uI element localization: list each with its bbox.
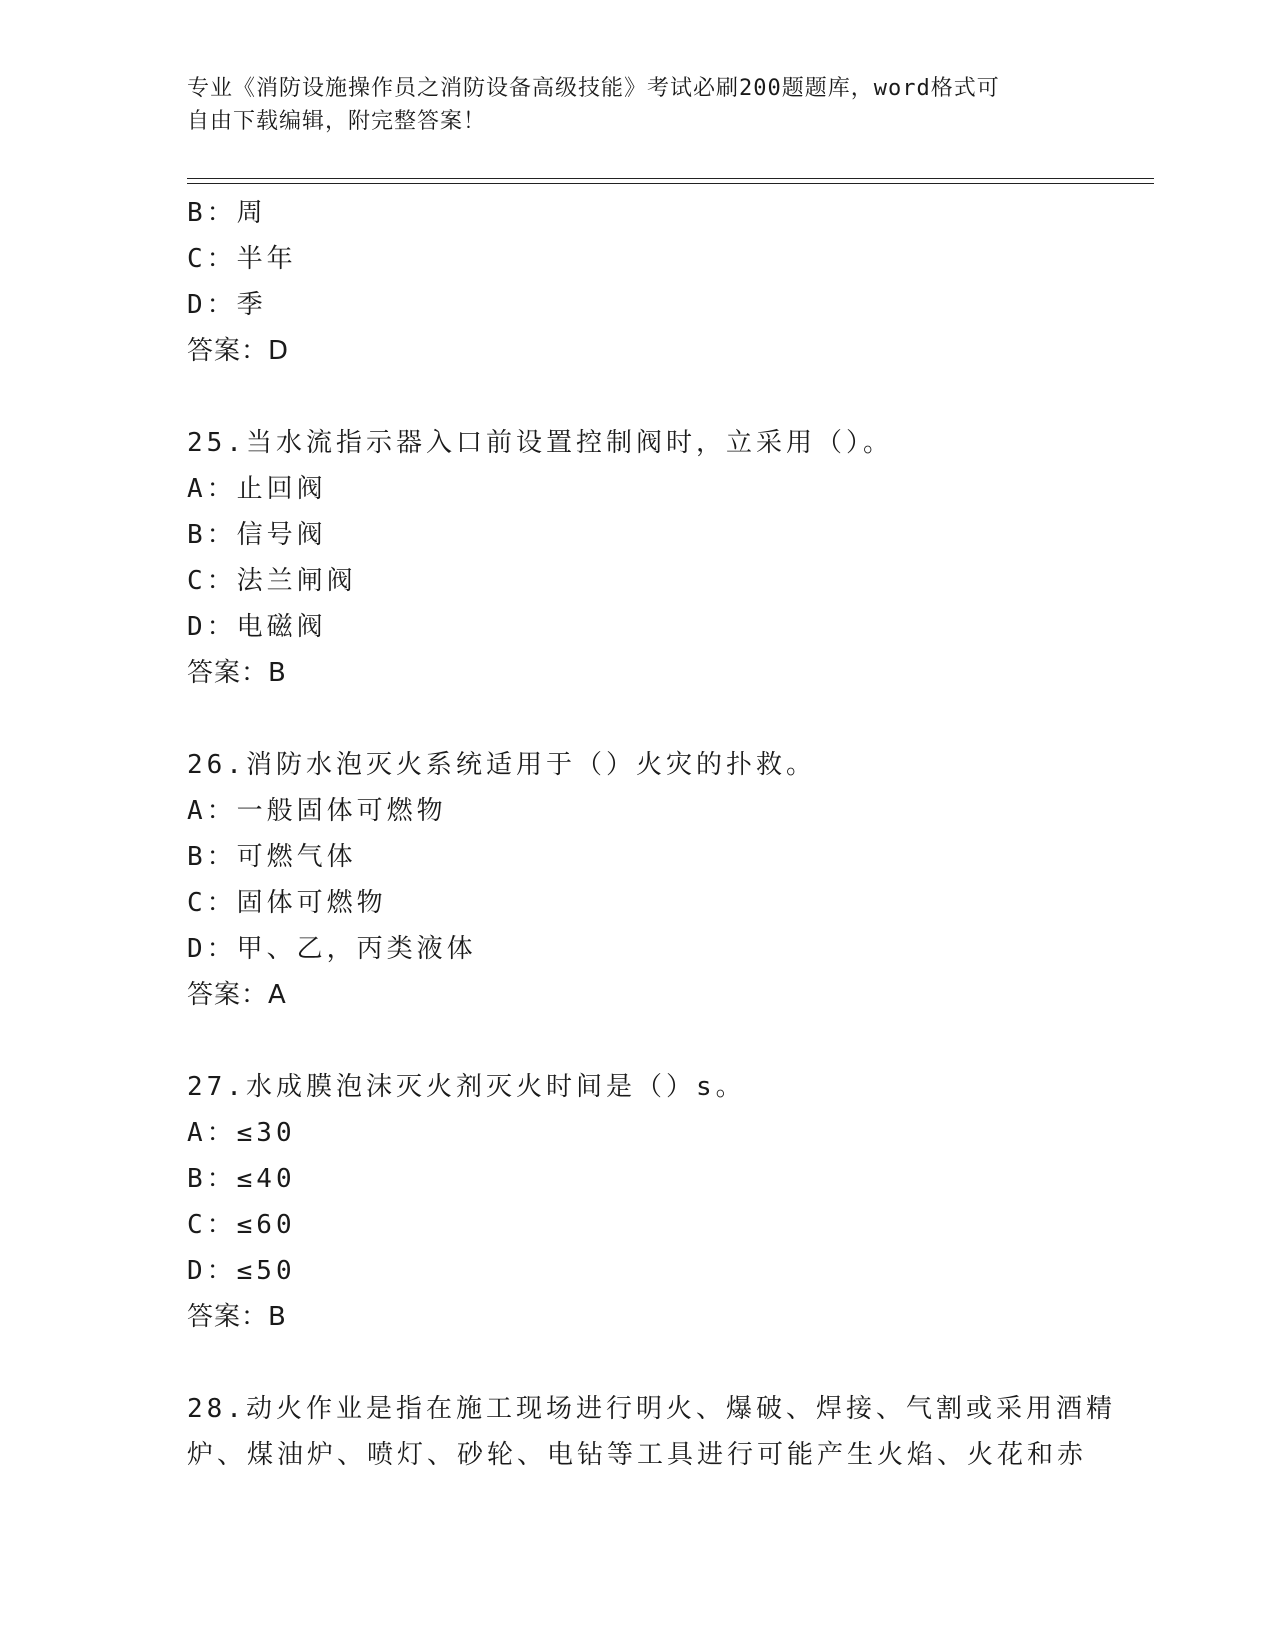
question-stem: 26.消防水泡灭火系统适用于（）火灾的扑救。: [187, 750, 816, 780]
option-d: D：季: [187, 290, 267, 320]
header-divider-top: [187, 178, 1154, 179]
option-d: D：甲、乙，丙类液体: [187, 934, 477, 964]
spacer: [187, 374, 1087, 420]
option-b: B：≤40: [187, 1164, 296, 1194]
answer: 答案：D: [187, 336, 290, 366]
page-header: [187, 72, 1087, 138]
question-stem: 25.当水流指示器入口前设置控制阀时，立采用（）。: [187, 428, 893, 458]
spacer: [187, 1018, 1087, 1064]
option-b: B：可燃气体: [187, 842, 357, 872]
question-stem: 27.水成膜泡沫灭火剂灭火时间是（）s。: [187, 1072, 746, 1102]
option-c: C：固体可燃物: [187, 888, 387, 918]
option-a: A：一般固体可燃物: [187, 796, 447, 826]
option-a: A：≤30: [187, 1118, 296, 1148]
header-divider-bottom: [187, 183, 1154, 184]
option-d: D：电磁阀: [187, 612, 327, 642]
question-25: [187, 420, 1087, 696]
question-24-continuation: [187, 190, 1087, 374]
question-list: [187, 190, 1116, 1478]
question-26: [187, 742, 1087, 1018]
header-line-1: 专业《消防设施操作员之消防设备高级技能》考试必刷200题题库，word格式可: [187, 76, 1000, 101]
option-b: B：信号阀: [187, 520, 327, 550]
question-stem-line-1: 28.动火作业是指在施工现场进行明火、爆破、焊接、气割或采用酒精: [187, 1394, 1116, 1424]
option-c: C：法兰闸阀: [187, 566, 357, 596]
option-c: C：≤60: [187, 1210, 296, 1240]
header-line-2: 自由下载编辑，附完整答案！: [187, 109, 487, 134]
answer: 答案：B: [187, 658, 287, 688]
question-28: [187, 1386, 1116, 1478]
option-c: C：半年: [187, 244, 297, 274]
spacer: [187, 1340, 1087, 1386]
option-b: B：周: [187, 198, 267, 228]
spacer: [187, 696, 1087, 742]
question-stem-line-2: 炉、煤油炉、喷灯、砂轮、电钻等工具进行可能产生火焰、火花和赤: [187, 1440, 1088, 1470]
question-27: [187, 1064, 1087, 1340]
answer: 答案：A: [187, 980, 287, 1010]
option-d: D：≤50: [187, 1256, 296, 1286]
answer: 答案：B: [187, 1302, 287, 1332]
option-a: A：止回阀: [187, 474, 327, 504]
